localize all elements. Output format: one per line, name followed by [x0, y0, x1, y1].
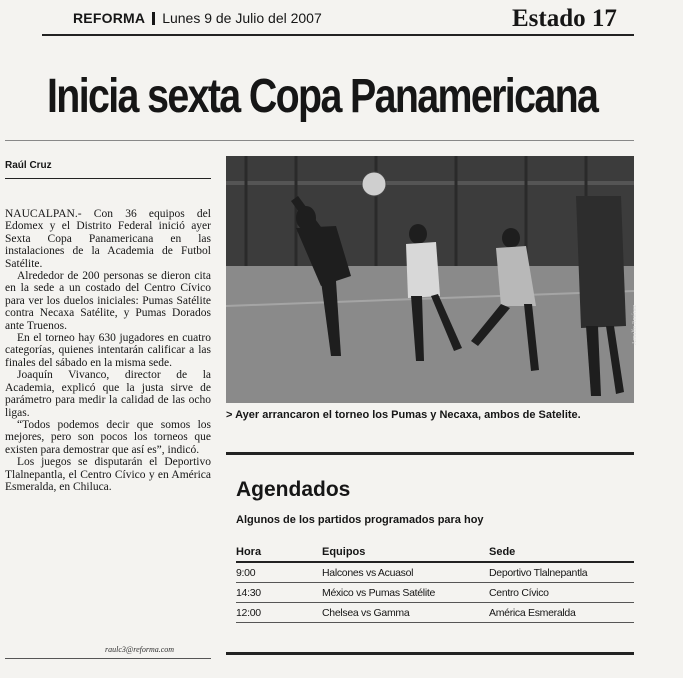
match-teams: Halcones vs Acuasol: [322, 562, 489, 583]
article-paragraph: En el torneo hay 630 jugadores en cuatro categorías, quienes intentarán calificar a las finales del sábado en la misma sede.: [5, 332, 211, 369]
match-time: 14:30: [236, 583, 322, 603]
article-body: [5, 208, 211, 493]
header-rule: [42, 34, 634, 36]
article-paragraph: “Todos podemos decir que somos los mejores, pero son pocos los torneos que existen para demostrar que así es”, indicó.: [5, 418, 211, 456]
page-header: [73, 10, 322, 26]
author-email: raulc3@reforma.com: [105, 645, 175, 654]
match-venue: Centro Cívico: [489, 583, 634, 603]
photo-caption: [226, 409, 581, 421]
header-separator: [152, 12, 155, 25]
table-row: [236, 562, 634, 583]
article-paragraph: Alrededor de 200 personas se dieron cita en la sede a un costado del Centro Cívico para ver los duelos iniciales: Pumas Satélite contra Necaxa Satélite, y Pumas Dorados ante Truenos.: [5, 270, 211, 332]
table-row: [236, 603, 634, 623]
article-paragraph: Joaquín Vivanco, director de la Academia, explicó que la justa sirve de parámetro para medir la calidad de las ocho ligas.: [5, 369, 211, 419]
schedule-header-row: [236, 545, 634, 562]
match-teams: México vs Pumas Satélite: [322, 583, 489, 603]
section-label: [512, 5, 617, 33]
article-author: Raúl Cruz: [5, 160, 52, 171]
article-photo: [226, 156, 634, 403]
body-end-rule: [5, 658, 211, 659]
schedule-top-rule: [226, 452, 634, 455]
match-time: 12:00: [236, 603, 322, 623]
column-header-equipos: Equipos: [322, 545, 489, 562]
column-header-sede: Sede: [489, 545, 634, 562]
soccer-photo-illustration: [226, 156, 634, 403]
headline-rule: [5, 140, 634, 141]
schedule-title: Agendados: [236, 478, 351, 501]
section-name: Estado: [512, 5, 586, 32]
page-number: 17: [591, 5, 617, 32]
photo-credit: Arnulfo Jiménez: [632, 304, 638, 345]
match-venue: Deportivo Tlalnepantla: [489, 562, 634, 583]
match-time: 9:00: [236, 562, 322, 583]
publication-date: Lunes 9 de Julio del 2007: [162, 10, 322, 26]
article-headline: Inicia sexta Copa Panamericana: [47, 70, 598, 123]
caption-text: Ayer arrancaron el torneo los Pumas y Necaxa, ambos de Satelite.: [235, 409, 581, 421]
schedule-bottom-rule: [226, 652, 634, 655]
schedule-table: [236, 545, 634, 623]
author-rule: [5, 178, 211, 179]
article-paragraph: Los juegos se disputarán el Deportivo Tlalnepantla, el Centro Cívico y en América Esmeralda, en Chiluca.: [5, 456, 211, 493]
match-venue: América Esmeralda: [489, 603, 634, 623]
table-row: [236, 583, 634, 603]
schedule-subtitle: Algunos de los partidos programados para hoy: [236, 514, 484, 526]
match-teams: Chelsea vs Gamma: [322, 603, 489, 623]
article-paragraph: NAUCALPAN.- Con 36 equipos del Edomex y el Distrito Federal inició ayer Sexta Copa Panamericana en las instalaciones de la Academia de Futbol Satélite.: [5, 208, 211, 270]
column-header-hora: Hora: [236, 545, 322, 562]
caption-marker-icon: >: [226, 409, 233, 421]
publication-name: REFORMA: [73, 10, 146, 26]
